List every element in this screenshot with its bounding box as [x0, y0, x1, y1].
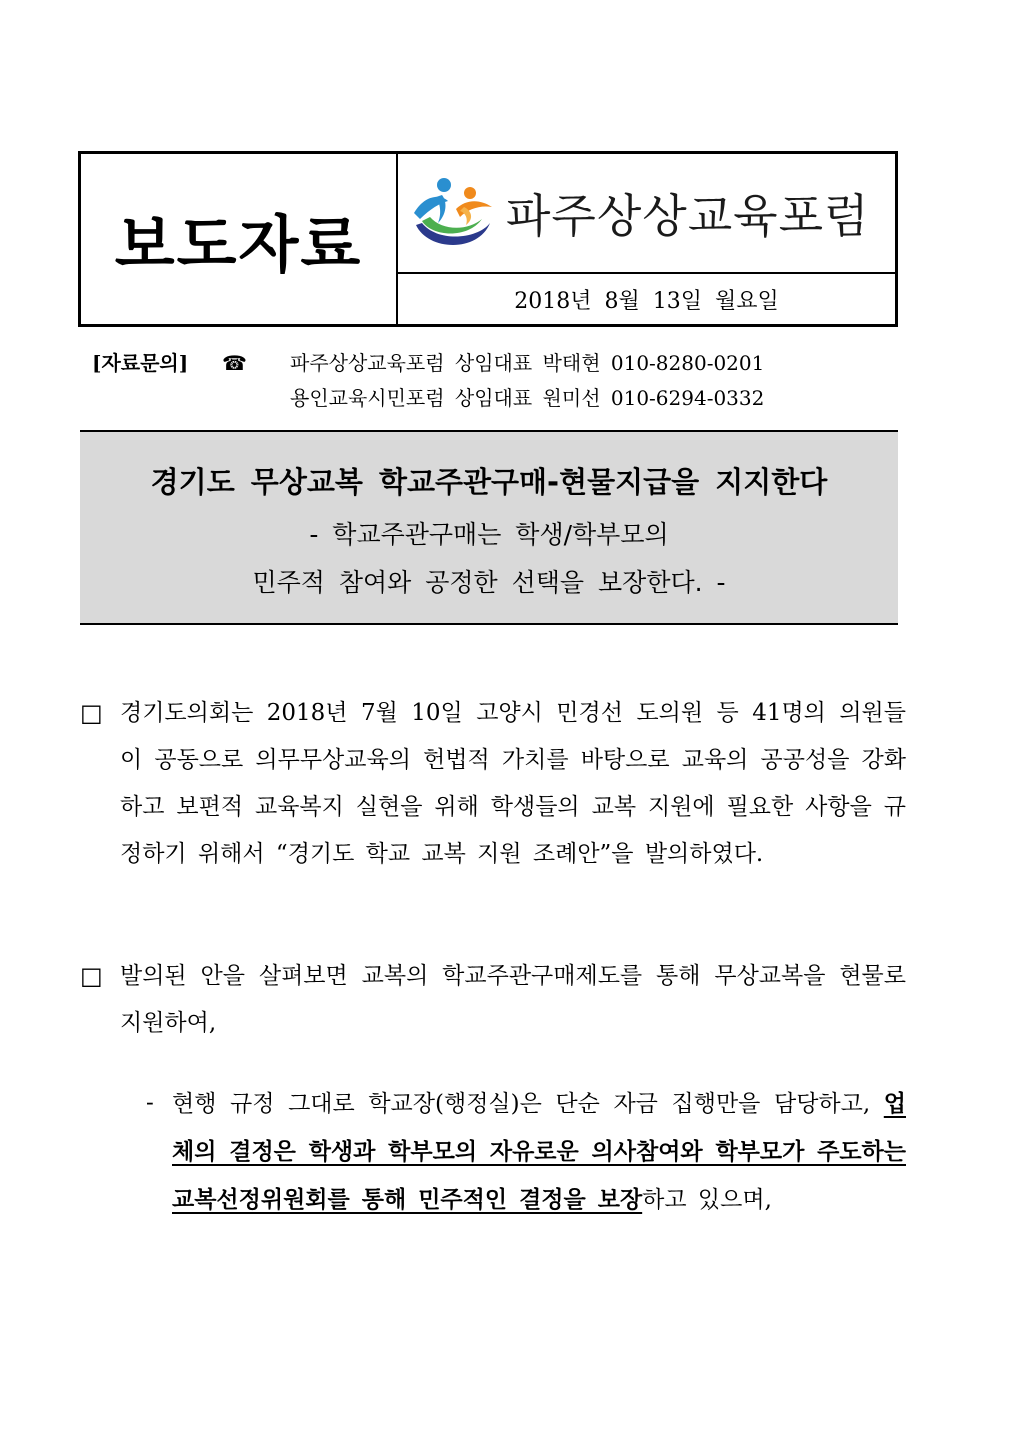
subtitle-line-2: 민주적 참여와 공정한 선택을 보장한다. -	[252, 568, 726, 597]
paragraph-1-text: 경기도의회는 2018년 7월 10일 고양시 민경선 도의원 등 41명의 의원들이 공동으로 의무무상교육의 헌법적 가치를 바탕으로 교육의 공공성을 강화하고 보편적 교육복지 실현을 위해 학생들의 교복 지원에 필요한 사항을 규정하기 위해서 “경기도 학교 교복 지원 조례안”을 발의하였다.	[120, 700, 906, 867]
contact-info	[92, 346, 764, 416]
paragraph-2-text: 발의된 안을 살펴보면 교복의 학교주관구매제도를 통해 무상교복을 현물로 지원하여,	[120, 963, 906, 1036]
org-logo-row	[398, 154, 895, 274]
forum-logo-icon	[408, 173, 498, 253]
phone-icon: ☎	[222, 351, 247, 375]
checkbox-bullet-icon: □	[80, 962, 103, 990]
contact-label: [자료문의]	[92, 351, 189, 375]
release-date: 2018년 8월 13일 월요일	[514, 288, 779, 314]
sub-item-emphasis: 업체의 결정은 학생과 학부모의 자유로운 의사참여와 학부모가 주도하는 교복선정위원회를 통해 민주적인 결정을 보장	[172, 1090, 906, 1213]
headline-title: 경기도 무상교복 학교주관구매-현물지급을 지지한다	[150, 465, 828, 499]
contact-row-1	[92, 346, 764, 381]
headline-box	[80, 430, 898, 625]
press-release-title: 보도자료	[114, 207, 363, 281]
checkbox-bullet-icon: □	[80, 699, 103, 727]
sub-item-plain-2: 하고 있으며,	[642, 1187, 772, 1213]
contact-line-1: 파주상상교육포럼 상임대표 박태현 010-8280-0201	[290, 351, 765, 375]
sub-item	[146, 1080, 906, 1224]
sub-item-plain-1: 현행 규정 그대로 학교장(행정실)은 단순 자금 집행만을 담당하고,	[172, 1091, 884, 1117]
dash-bullet: -	[146, 1090, 154, 1116]
org-cell	[398, 154, 895, 324]
subtitle-line-1: - 학교주관구매는 학생/학부모의	[309, 520, 669, 549]
paragraph-2	[80, 953, 906, 1047]
press-release-cell	[81, 154, 398, 324]
contact-line-2: 용인교육시민포럼 상임대표 원미선 010-6294-0332	[290, 386, 765, 410]
headline-subtitle	[80, 511, 898, 607]
paragraph-1	[80, 690, 906, 878]
contact-row-2	[92, 381, 764, 416]
header-table	[78, 151, 898, 327]
org-name: 파주상상교육포럼	[506, 189, 870, 243]
sub-item-text	[172, 1080, 906, 1224]
